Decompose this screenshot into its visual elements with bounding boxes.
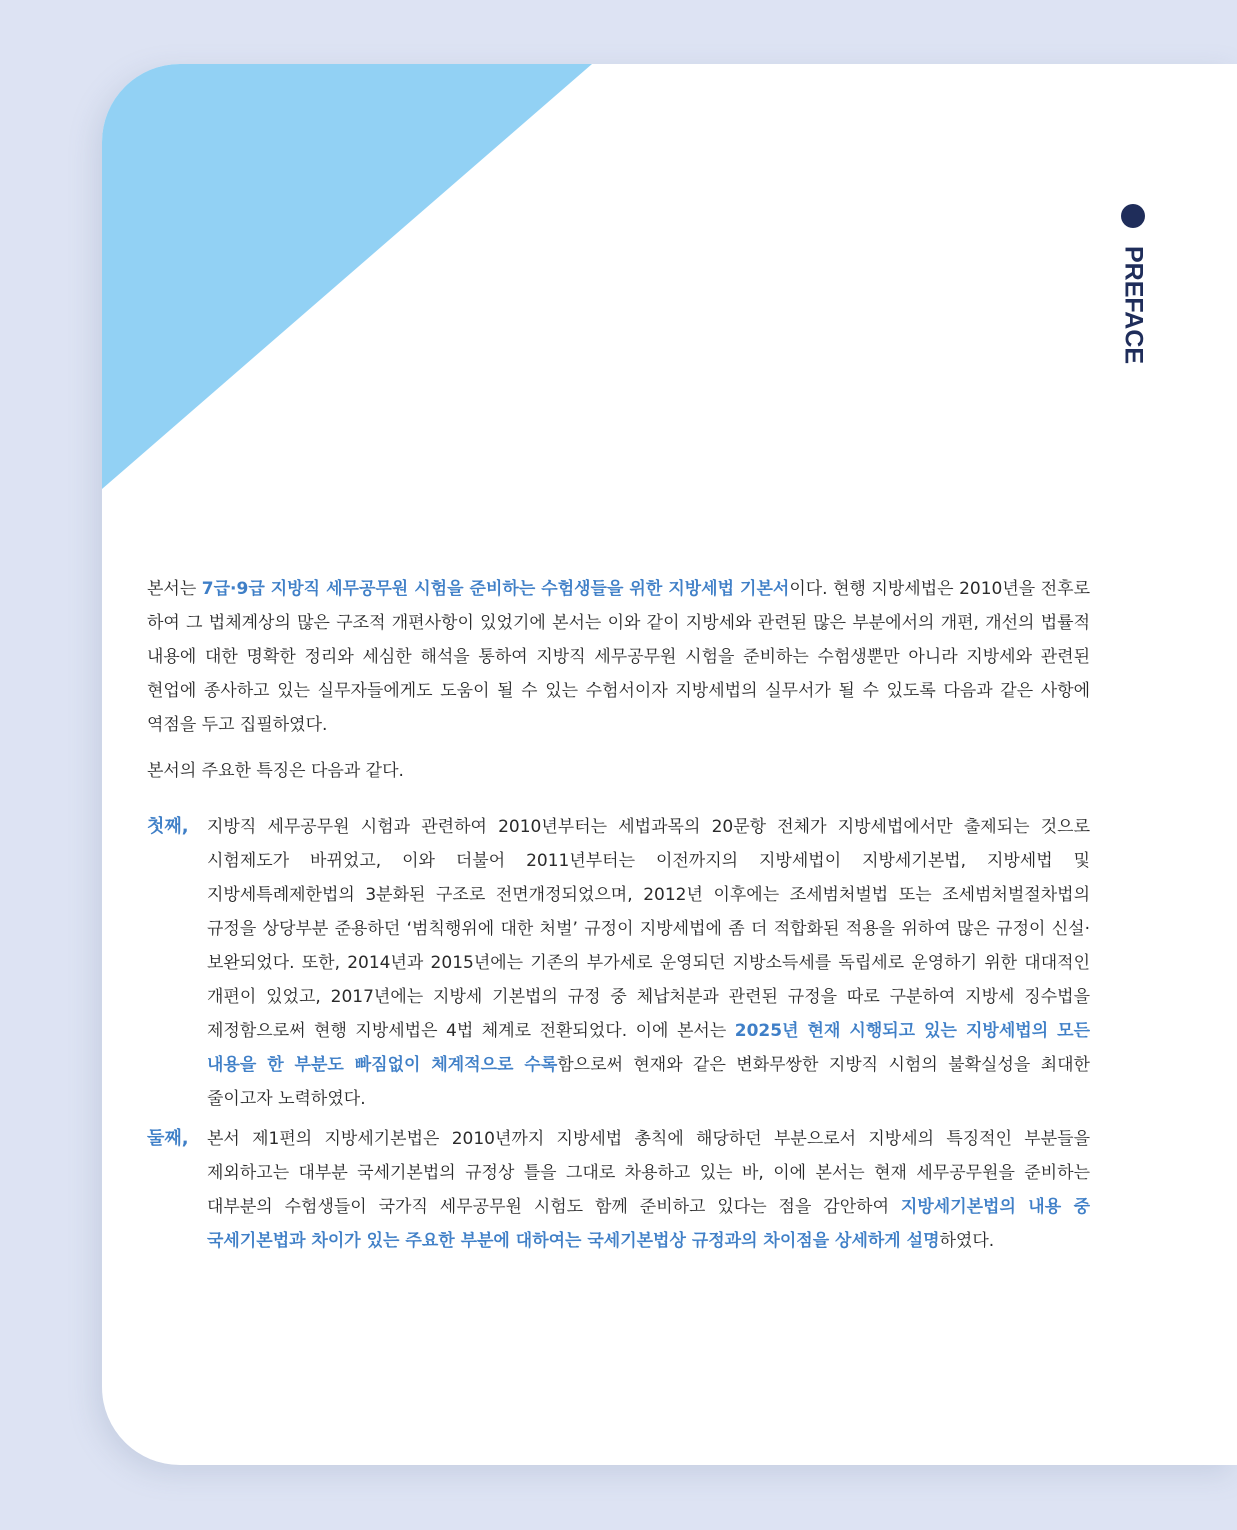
section-label — [1110, 204, 1156, 365]
item-body — [207, 1122, 1090, 1258]
intro-text-start: 본서는 — [147, 579, 202, 599]
item-text-start: 본서 제1편의 지방세기본법은 2010년까지 지방세법 총칙에 해당하던 부분으로서 지방세의 특징적인 부분들을 제외하고는 대부분 국세기본법의 규정상 틀을 그대로 차용하고 있는 바, 이에 본서는 현재 세무공무원을 준비하는 대부분의 수험생들이 국가직 세무공무원 시험도 함께 준비하고 있다는 점을 감안하여 — [207, 1129, 1090, 1217]
item-text-end: 하였다. — [939, 1231, 995, 1251]
bullet-dot-icon — [1121, 204, 1145, 228]
item-text-start: 지방직 세무공무원 시험과 관련하여 2010년부터는 세법과목의 20문항 전체가 지방세법에서만 출제되는 것으로 시험제도가 바뀌었고, 이와 더불어 2011년부터는 이전까지의 지방세법이 지방세기본법, 지방세법 및 지방세특례제한법의 3분화된 구조로 전면개정되었으며, 2012년 이후에는 조세범처벌법 또는 조세범처벌절차법의 규정을 상당부분 준용하던 ‘범칙행위에 대한 처벌’ 규정이 지방세법에 좀 더 적합화된 적용을 위하여 많은 규정이 신설·보완되었다. 또한, 2014년과 2015년에는 기존의 부가세로 운영되던 지방소득세를 독립세로 운영하기 위한 대대적인 개편이 있었고, 2017년에는 지방세 기본법의 규정 중 체납처분과 관련된 규정을 따로 구분하여 지방세 징수법을 제정함으로써 현행 지방세법은 4법 체계로 전환되었다. 이에 본서는 — [207, 817, 1090, 1041]
corner-triangle-decoration — [102, 64, 592, 489]
intro-highlight: 7급·9급 지방직 세무공무원 시험을 준비하는 수험생들을 위한 지방세법 기본서 — [201, 579, 790, 599]
item-marker: 첫째, — [147, 816, 189, 837]
item-marker: 둘째, — [147, 1128, 189, 1149]
item-highlight: 지방세기본법의 내용 중 국세기본법과 차이가 있는 주요한 부분에 대하여는 국세기본법상 규정과의 차이점을 상세하게 설명 — [207, 1197, 1090, 1251]
preface-body — [147, 572, 1090, 1258]
feature-item-second — [147, 1122, 1090, 1258]
feature-item-first — [147, 810, 1090, 1116]
item-body — [207, 810, 1090, 1116]
item-text-end: 함으로써 현재와 같은 변화무쌍한 지방직 시험의 불확실성을 최대한 줄이고자 노력하였다. — [207, 1055, 1090, 1109]
intro-paragraph — [147, 572, 1090, 742]
intro-text-end: 이다. 현행 지방세법은 2010년을 전후로 하여 그 법체계상의 많은 구조적 개편사항이 있었기에 본서는 이와 같이 지방세와 관련된 많은 부분에서의 개편, 개선의 법률적 내용에 대한 명확한 정리와 세심한 해석을 통하여 지방직 세무공무원 시험을 준비하는 수험생뿐만 아니라 지방세와 관련된 현업에 종사하고 있는 실무자들에게도 도움이 될 수 있는 수험서이자 지방세법의 실무서가 될 수 있도록 다음과 같은 사항에 역점을 두고 집필하였다. — [147, 579, 1090, 735]
item-highlight: 2025년 현재 시행되고 있는 지방세법의 모든 내용을 한 부분도 빠짐없이 체계적으로 수록 — [207, 1021, 1090, 1075]
features-lead: 본서의 주요한 특징은 다음과 같다. — [147, 761, 404, 781]
preface-label: PREFACE — [1119, 246, 1148, 365]
